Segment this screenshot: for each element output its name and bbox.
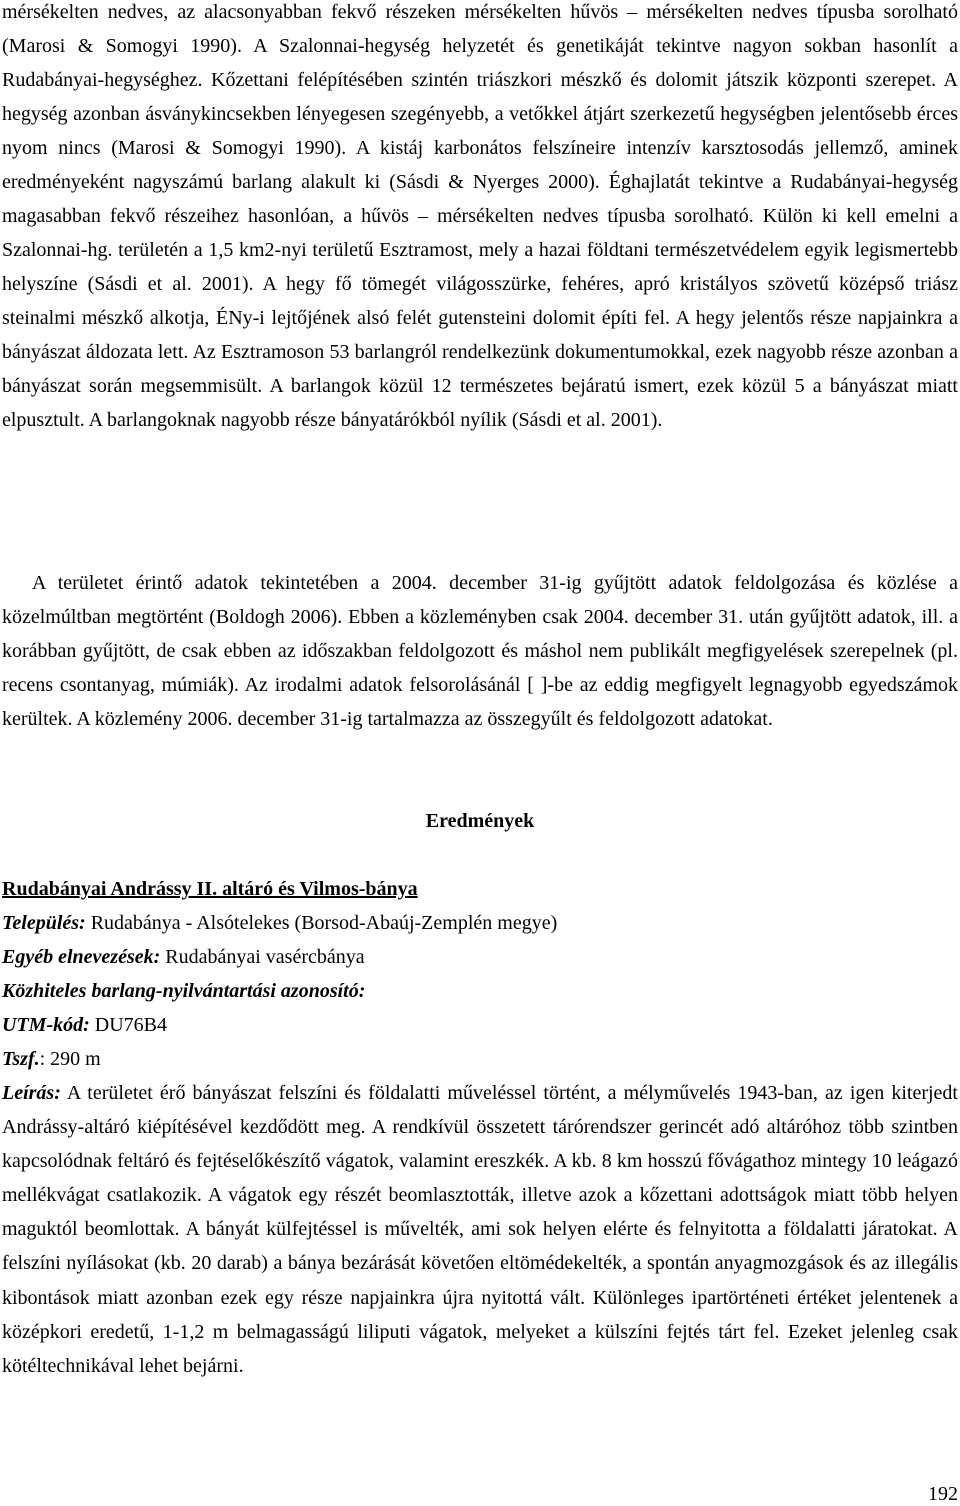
altitude-value: : 290 m — [39, 1048, 101, 1070]
utm-label: UTM-kód: — [2, 1014, 90, 1036]
other-names-label: Egyéb elnevezések: — [2, 946, 161, 968]
altitude-field — [2, 1042, 958, 1076]
page-number: 192 — [928, 1483, 958, 1505]
settlement-label: Település: — [2, 912, 86, 934]
description-value: A területet érő bányászat felszíni és földalatti műveléssel történt, a mélyművelés 1943-ban, az igen kiterjedt Andrássy-altáró kiépítésével kezdődött meg. A rendkívül összetett tárórendszer gerincét adó altáróhoz több szintben kapcsolódnak feltáró és fejtéselőkészítő vágatok, valamint ereszkék. A kb. 8 km hosszú fővágathoz mintegy 10 leágazó mellékvágat csatlakozik. A vágatok egy részét beomlasztották, illetve azok a kőzettani adottságok miatt több helyen maguktól beomlottak. A bányát külfejtéssel is művelték, ami sok helyen elérte és felnyitotta a földalatti járatokat. A felszíni nyílásokat (kb. 20 darab) a bánya bezárását követően eltömédekelték, a spontán anyagmozgások és az illegális kibontások miatt azonban ezek egy része napjainkra újra nyitottá vált. Különleges ipartörténeti értéket jelentenek a középkori eredetű, 1-1,2 m belmagasságú liliputi vágatok, melyeket a külszíni fejtés tárt fel. Ezeket jelenleg csak kötéltechnikával lehet bejárni. — [2, 1082, 958, 1377]
description-field — [2, 1076, 958, 1383]
registry-id-label: Közhiteles barlang-nyilvántartási azonosító: — [2, 980, 366, 1002]
settlement-field — [2, 906, 958, 940]
altitude-label: Tszf. — [2, 1048, 40, 1070]
cave-title: Rudabányai Andrássy II. altáró és Vilmos-bánya — [2, 878, 418, 900]
settlement-value: Rudabánya - Alsótelekes (Borsod-Abaúj-Zemplén megye) — [85, 912, 558, 934]
utm-field — [2, 1008, 958, 1042]
intro-paragraph: mérsékelten nedves, az alacsonyabban fekvő részeken mérsékelten hűvös – mérsékelten nedves típusba sorolható (Marosi & Somogyi 1990). A Szalonnai-hegység helyzetét és genetikáját tekintve nagyon sokban hasonlít a Rudabányai-hegységhez. Kőzettani felépítésében szintén triászkori mészkő és dolomit játszik központi szerepet. A hegység azonban ásványkincsekben lényegesen szegényebb, a vetőkkel átjárt szerkezetű hegységben jelentősebb érces nyom nincs (Marosi & Somogyi 1990). A kistáj karbonátos felszíneire intenzív karsztosodás jellemző, aminek eredményeként nagyszámú barlang alakult ki (Sásdi & Nyerges 2000). Éghajlatát tekintve a Rudabányai-hegység magasabban fekvő részeihez hasonlóan, a hűvös – mérsékelten nedves típusba sorolható. Külön ki kell emelni a Szalonnai-hg. területén a 1,5 km2-nyi területű Esztramost, mely a hazai földtani természetvédelem egyik legismertebb helyszíne (Sásdi et al. 2001). A hegy fő tömegét világosszürke, fehéres, apró kristályos szövetű középső triász steinalmi mészkő alkotja, ÉNy-i lejtőjének alsó felét gutensteini dolomit építi fel. A hegy jelentős része napjainkra a bányászat áldozata lett. Az Esztramoson 53 barlangról rendelkezünk dokumentumokkal, ezek nagyobb része azonban a bányászat során megsemmisült. A barlangok közül 12 természetes bejáratú ismert, ezek közül 5 a bányászat miatt elpusztult. A barlangoknak nagyobb része bányatárókból nyílik (Sásdi et al. 2001). — [2, 1, 958, 431]
utm-value: DU76B4 — [89, 1014, 167, 1036]
other-names-value: Rudabányai vasércbánya — [160, 946, 365, 968]
registry-id-field — [2, 974, 958, 1008]
section-heading: Eredmények — [425, 810, 535, 832]
description-label: Leírás: — [2, 1082, 61, 1104]
other-names-field — [2, 940, 958, 974]
data-note-paragraph: A területet érintő adatok tekintetében a 2004. december 31-ig gyűjtött adatok feldolgozása és közlése a közelmúltban megtörtént (Boldogh 2006). Ebben a közleményben csak 2004. december 31. után gyűjtött adatok, ill. a korábban gyűjtött, de csak ebben az időszakban feldolgozott és máshol nem publikált megfigyelések szerepelnek (pl. recens csontanyag, múmiák). Az irodalmi adatok felsorolásánál [ ]-be az eddig megfigyelt legnagyobb egyedszámok kerültek. A közlemény 2006. december 31-ig tartalmazza az összegyűlt és feldolgozott adatokat. — [2, 572, 958, 730]
